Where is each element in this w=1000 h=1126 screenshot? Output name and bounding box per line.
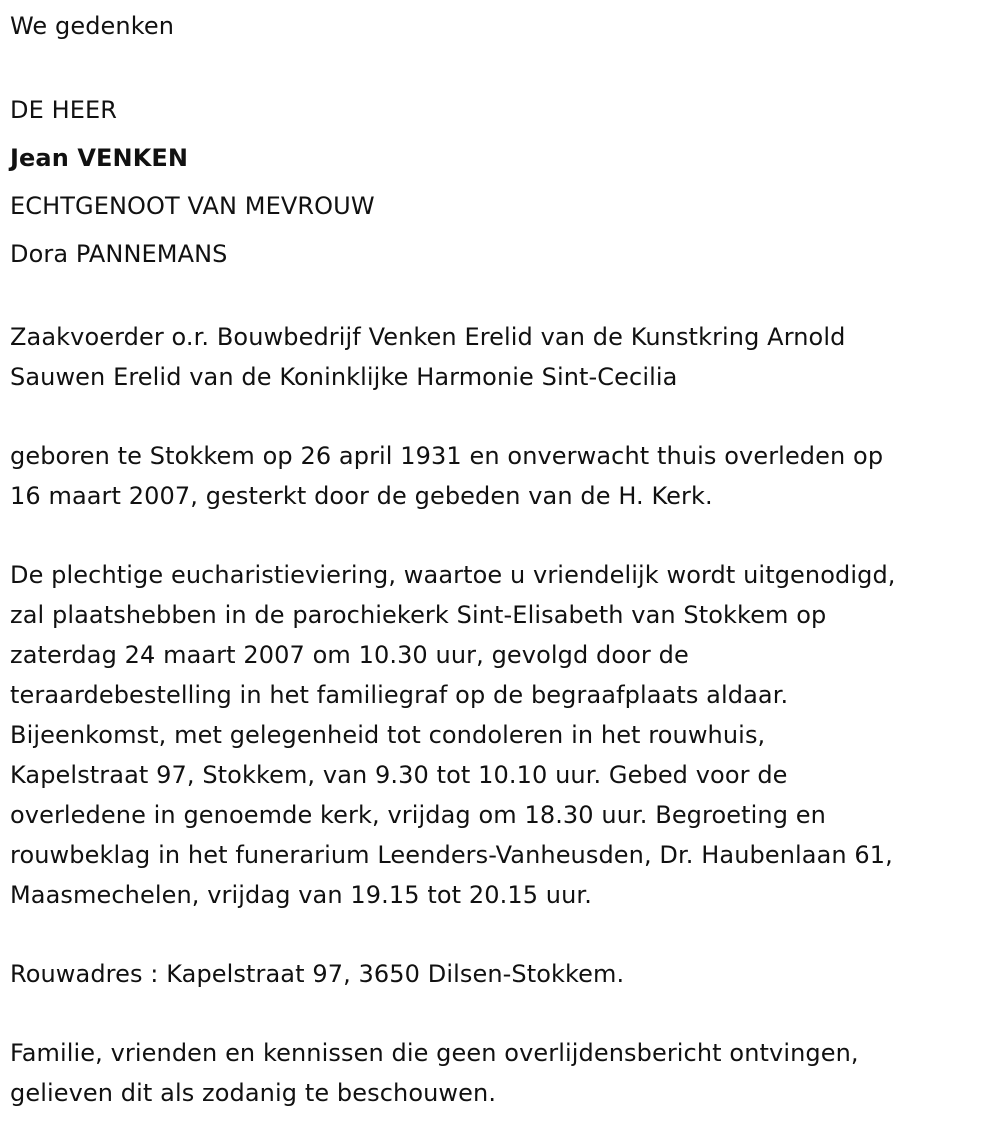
ceremony-line: Bijeenkomst, met gelegenheid tot condoleren in het rouwhuis, [10, 721, 766, 749]
ceremony-line: rouwbeklag in het funerarium Leenders-Vanheusden, Dr. Haubenlaan 61, [10, 841, 893, 869]
mourning-address: Rouwadres : Kapelstraat 97, 3650 Dilsen-Stokkem. [10, 960, 625, 988]
closing-line: gelieven dit als zodanig te beschouwen. [10, 1079, 497, 1107]
ceremony-line: zal plaatshebben in de parochiekerk Sint-Elisabeth van Stokkem op [10, 601, 827, 629]
roles-line: Zaakvoerder o.r. Bouwbedrijf Venken Erelid van de Kunstkring Arnold [10, 323, 846, 351]
ceremony-line: Kapelstraat 97, Stokkem, van 9.30 tot 10.10 uur. Gebed voor de [10, 761, 788, 789]
ceremony-line: zaterdag 24 maart 2007 om 10.30 uur, gevolgd door de [10, 641, 689, 669]
closing-line: Familie, vrienden en kennissen die geen overlijdensbericht ontvingen, [10, 1039, 859, 1067]
ceremony-line: De plechtige eucharistieviering, waartoe u vriendelijk wordt uitgenodigd, [10, 561, 896, 589]
birth-death-line: 16 maart 2007, gesterkt door de gebeden van de H. Kerk. [10, 482, 713, 510]
closing-paragraph [10, 1033, 992, 1113]
deceased-name: Jean VENKEN [10, 144, 189, 172]
ceremony-line: Maasmechelen, vrijdag van 19.15 tot 20.15 uur. [10, 881, 592, 909]
ceremony-line: overledene in genoemde kerk, vrijdag om 18.30 uur. Begroeting en [10, 801, 826, 829]
birth-death-line: geboren te Stokkem op 26 april 1931 en onverwacht thuis overleden op [10, 442, 884, 470]
spouse-name: Dora PANNEMANS [10, 240, 228, 268]
roles-paragraph [10, 317, 992, 397]
roles-line: Sauwen Erelid van de Koninklijke Harmonie Sint-Cecilia [10, 363, 678, 391]
intro-text: We gedenken [10, 12, 175, 40]
obituary-notice [10, 6, 992, 1113]
deceased-title-block [10, 86, 992, 278]
ceremony-line: teraardebestelling in het familiegraf op de begraafplaats aldaar. [10, 681, 789, 709]
honorific: DE HEER [10, 96, 118, 124]
birth-death-paragraph [10, 436, 992, 516]
address-paragraph [10, 954, 992, 994]
spouse-label: ECHTGENOOT VAN MEVROUW [10, 192, 375, 220]
ceremony-paragraph [10, 555, 992, 915]
